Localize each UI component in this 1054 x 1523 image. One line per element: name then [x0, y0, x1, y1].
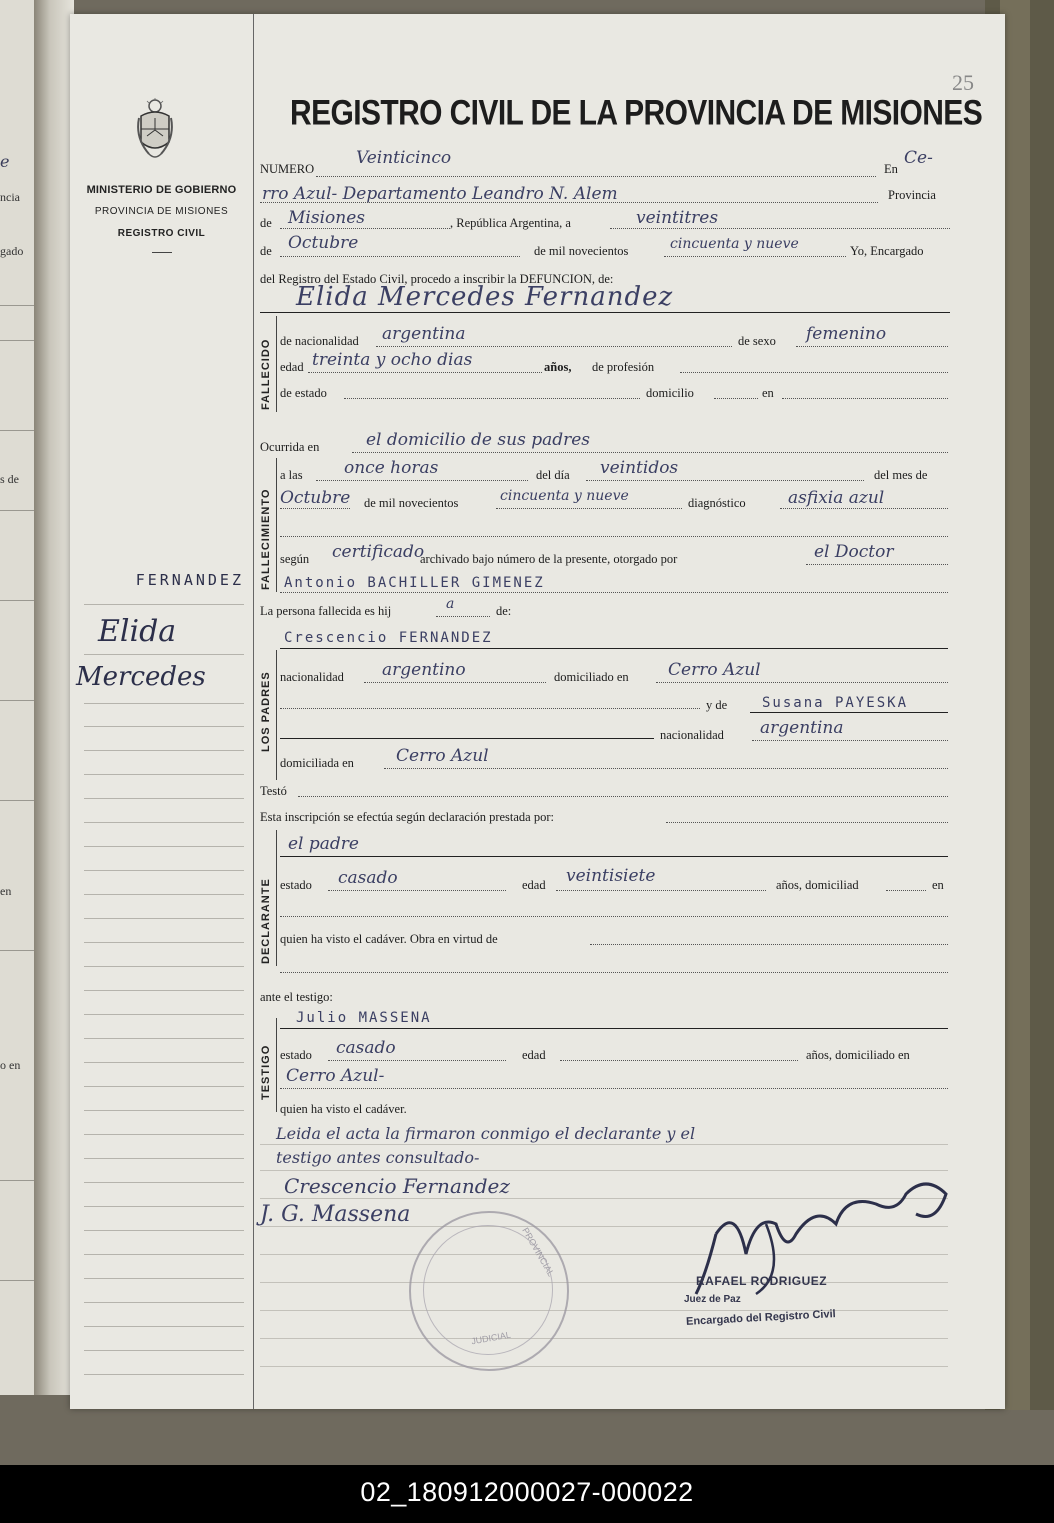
segun-label: según: [280, 552, 310, 566]
fill-line: [280, 972, 948, 973]
fill-line: [280, 708, 700, 709]
testigo-name: Julio MASSENA: [296, 1010, 432, 1026]
margin-rule: [84, 604, 244, 605]
margin-rule: [84, 942, 244, 943]
en-label: En: [884, 162, 898, 176]
hija-suffix: a: [446, 596, 455, 612]
fill-line: [352, 452, 948, 453]
image-caption-bar: [0, 1465, 1054, 1523]
quien-label: quien ha visto el cadáver. Obra en virtud de: [280, 932, 498, 946]
section-bar: [276, 830, 277, 966]
declaracion-label: Esta inscripción se efectúa según declaración prestada por:: [260, 810, 554, 824]
mes-value: Octubre: [280, 488, 351, 508]
yo-label: Yo, Encargado: [850, 244, 924, 258]
section-bar: [276, 650, 277, 780]
margin-rule: [84, 1038, 244, 1039]
register-page: [70, 14, 1005, 1409]
section-label-fallecido: FALLECIDO: [260, 338, 272, 410]
margin-rule: [84, 870, 244, 871]
sidenote-given-name: Elida: [98, 614, 177, 649]
fill-line: [316, 176, 876, 177]
margin-rule: [84, 1278, 244, 1279]
de-label: de: [260, 216, 272, 230]
official-name: RAFAEL RODRIGUEZ: [696, 1274, 828, 1288]
profesion-label: de profesión: [592, 360, 655, 374]
padre-domicilio: Cerro Azul: [668, 660, 761, 680]
a-las-label: a las: [280, 468, 303, 482]
domiciliado-label: domiciliado en: [554, 670, 629, 684]
page-title: REGISTRO CIVIL DE LA PROVINCIA DE MISIONES: [290, 94, 983, 133]
fill-line: [496, 508, 682, 509]
sidenote-surname: FERNANDEZ: [135, 571, 244, 589]
anos-label: años,: [544, 360, 572, 374]
margin-rule: [84, 774, 244, 775]
testo-label: Testó: [260, 784, 287, 798]
doctor-name: Antonio BACHILLER GIMENEZ: [284, 575, 545, 591]
en-value: Ce-: [904, 148, 933, 168]
fill-line: [308, 372, 542, 373]
margin-rule: [84, 703, 244, 704]
official-office: Encargado del Registro Civil: [685, 1308, 836, 1328]
place-value: rro Azul- Departamento Leandro N. Alem: [262, 184, 618, 204]
ruled-line: [260, 1310, 948, 1311]
madre-domicilio: Cerro Azul: [396, 746, 489, 766]
diagnostico-label: diagnóstico: [688, 496, 746, 510]
fill-line: [780, 508, 948, 509]
margin-rule: [84, 1302, 244, 1303]
closing-line-2: testigo antes consultado-: [276, 1148, 480, 1167]
section-label-testigo: TESTIGO: [260, 1044, 272, 1100]
ante-testigo-label: ante el testigo:: [260, 990, 333, 1004]
ocurrida-label: Ocurrida en: [260, 440, 320, 454]
doctor-value: el Doctor: [814, 542, 894, 562]
book-binding: [34, 0, 74, 1395]
office-name: REGISTRO CIVIL: [117, 228, 206, 239]
fill-line: [436, 616, 490, 617]
facing-page-text: s de: [0, 472, 19, 486]
fill-line: [280, 228, 450, 229]
margin-rule: [84, 1134, 244, 1135]
intro-label: del Registro del Estado Civil, procedo a inscribir la DEFUNCION, de:: [260, 272, 614, 286]
margin-rule: [84, 1374, 244, 1375]
hora-value: once horas: [344, 458, 439, 478]
rule: [280, 1028, 948, 1029]
section-label-declarante: DECLARANTE: [260, 878, 272, 964]
section-label-fallecimiento: FALLECIMIENTO: [260, 488, 272, 590]
fill-line: [560, 1060, 798, 1061]
divider: [152, 252, 172, 253]
fill-line: [782, 398, 948, 399]
margin-rule: [84, 894, 244, 895]
margin-rule: [84, 846, 244, 847]
facing-page-text: en: [0, 884, 12, 898]
margin-rule: [84, 990, 244, 991]
estado-label: de estado: [280, 386, 327, 400]
mil-label: de mil novecientos: [534, 244, 629, 258]
fill-line: [328, 1060, 506, 1061]
fill-line: [664, 256, 846, 257]
margin-rule: [84, 1206, 244, 1207]
fill-line: [806, 564, 948, 565]
coat-of-arms-icon: [135, 98, 175, 164]
margin-rule: [84, 750, 244, 751]
sexo-value: femenino: [806, 324, 887, 344]
fill-line: [298, 796, 948, 797]
dia-value: veintidos: [600, 458, 679, 478]
nacionalidad-label: nacionalidad: [280, 670, 344, 684]
fill-line: [886, 890, 926, 891]
fill-line: [752, 740, 948, 741]
anio-value: cincuenta y nueve: [500, 488, 629, 504]
certificado-value: certificado: [332, 542, 425, 562]
facing-page-text: ncia: [0, 190, 20, 204]
margin-rule: [84, 918, 244, 919]
section-bar: [276, 1018, 277, 1112]
rule: [280, 738, 654, 739]
margin-rule: [84, 1086, 244, 1087]
fill-line: [328, 890, 506, 891]
diagnostico-value: asfixia azul: [788, 488, 885, 508]
en-label: en: [762, 386, 774, 400]
image-id: 02_180912000027-000022: [360, 1477, 694, 1507]
margin-rule: [84, 966, 244, 967]
fill-line: [610, 228, 950, 229]
fill-line: [280, 256, 520, 257]
padre-nacionalidad: argentino: [382, 660, 466, 680]
domicilio-label: domicilio: [646, 386, 694, 400]
fill-line: [384, 768, 948, 769]
numero-label: NUMERO: [260, 162, 315, 176]
margin-column: [70, 14, 254, 1409]
fill-line: [590, 944, 948, 945]
fill-line: [344, 398, 640, 399]
del-mes-label: del mes de: [874, 468, 928, 482]
margin-rule: [84, 1230, 244, 1231]
testigo-signature: J. G. Massena: [260, 1202, 411, 1227]
sexo-label: de sexo: [738, 334, 776, 348]
republica-label: , República Argentina, a: [450, 216, 571, 230]
official-title: Juez de Paz: [684, 1294, 741, 1305]
seal-text: PROVINCIAL: [520, 1225, 557, 1279]
fill-line: [680, 372, 948, 373]
fill-line: [280, 592, 948, 593]
margin-rule: [84, 1158, 244, 1159]
province-name: PROVINCIA DE MISIONES: [94, 206, 229, 217]
provincia-label: Provincia: [888, 188, 936, 202]
ocurrida-value: el domicilio de sus padres: [366, 430, 591, 450]
fill-line: [586, 480, 864, 481]
estado-label: estado: [280, 878, 312, 892]
section-bar: [276, 316, 277, 412]
ruled-line: [260, 1144, 948, 1145]
seal-text: JUDICIAL: [470, 1329, 512, 1347]
madre-name: Susana PAYESKA: [762, 695, 909, 711]
mil-label: de mil novecientos: [364, 496, 459, 510]
margin-rule: [84, 798, 244, 799]
rule: [280, 648, 948, 649]
ruled-line: [260, 1366, 948, 1367]
section-label-padres: LOS PADRES: [260, 671, 272, 752]
edad-label: edad: [522, 878, 546, 892]
year-value: cincuenta y nueve: [670, 236, 799, 252]
ruled-line: [260, 1338, 948, 1339]
hija-label: La persona fallecida es hij: [260, 604, 392, 618]
rule: [260, 312, 950, 313]
madre-nacionalidad: argentina: [760, 718, 844, 738]
domiciliada-label: domiciliada en: [280, 756, 354, 770]
edad-label: edad: [522, 1048, 546, 1062]
rule: [280, 856, 948, 857]
ministry-name: MINISTERIO DE GOBIERNO: [86, 184, 237, 196]
padres-de-label: de:: [496, 604, 512, 618]
en-label: en: [932, 878, 944, 892]
nacionalidad-label: de nacionalidad: [280, 334, 359, 348]
month-value: Octubre: [288, 233, 359, 253]
declarante-name: el padre: [288, 834, 359, 854]
margin-rule: [84, 654, 244, 655]
fill-line: [260, 202, 878, 203]
official-seal: [409, 1211, 569, 1371]
declarante-estado: casado: [338, 868, 398, 888]
margin-rule: [84, 1254, 244, 1255]
closing-line-1: Leida el acta la firmaron conmigo el declarante y el: [276, 1124, 696, 1143]
numero-value: Veinticinco: [356, 148, 452, 168]
del-dia-label: del día: [536, 468, 570, 482]
margin-rule: [84, 1062, 244, 1063]
fill-line: [796, 346, 948, 347]
nacionalidad2-label: nacionalidad: [660, 728, 724, 742]
fill-line: [364, 682, 546, 683]
facing-page-text: o en: [0, 1058, 21, 1072]
fill-line: [376, 346, 732, 347]
section-bar: [276, 458, 277, 592]
archivado-label: archivado bajo número de la presente, otorgado por: [420, 552, 678, 566]
day-value: veintitres: [636, 208, 719, 228]
y-de-label: y de: [706, 698, 728, 712]
fill-line: [280, 916, 948, 917]
fill-line: [280, 1088, 948, 1089]
margin-rule: [84, 1350, 244, 1351]
anos-domiciliad-label: años, domiciliad: [776, 878, 859, 892]
rule: [750, 712, 948, 713]
quien-label: quien ha visto el cadáver.: [280, 1102, 407, 1116]
anos-domiciliado-label: años, domiciliado en: [806, 1048, 910, 1062]
page-number: 25: [952, 70, 974, 95]
edad-label: edad: [280, 360, 304, 374]
estado-label: estado: [280, 1048, 312, 1062]
de-label: de: [260, 244, 272, 258]
fill-line: [556, 890, 766, 891]
margin-rule: [84, 1110, 244, 1111]
fill-line: [666, 822, 948, 823]
facing-page-handwriting: e: [0, 152, 10, 171]
edad-value: treinta y ocho dias: [312, 350, 473, 370]
fill-line: [714, 398, 758, 399]
testigo-domicilio: Cerro Azul-: [286, 1066, 385, 1086]
fill-line: [280, 508, 350, 509]
margin-rule: [84, 1182, 244, 1183]
provincia-value: Misiones: [288, 208, 365, 228]
testigo-estado: casado: [336, 1038, 396, 1058]
fill-line: [316, 480, 528, 481]
margin-rule: [84, 822, 244, 823]
facing-page-text: gado: [0, 244, 24, 258]
margin-rule: [84, 1014, 244, 1015]
padre-name: Crescencio FERNANDEZ: [284, 630, 493, 646]
nacionalidad-value: argentina: [382, 324, 466, 344]
fill-line: [656, 682, 948, 683]
sidenote-given-name: Mercedes: [76, 662, 206, 692]
margin-rule: [84, 1326, 244, 1327]
declarante-edad: veintisiete: [566, 866, 656, 886]
declarante-signature: Crescencio Fernandez: [284, 1174, 510, 1198]
margin-rule: [84, 726, 244, 727]
deceased-name: Elida Mercedes Fernandez: [296, 282, 674, 312]
fill-line: [280, 536, 948, 537]
